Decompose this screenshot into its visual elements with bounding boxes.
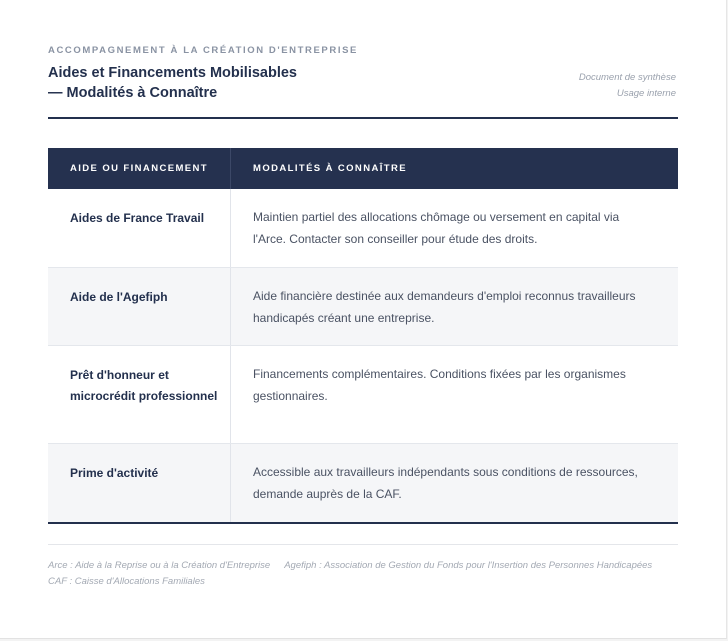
meta-doc-type: Document de synthèse xyxy=(578,72,676,83)
aid-name-cell: Prêt d'honneur et microcrédit professionnel xyxy=(48,346,231,443)
aid-name-cell: Aides de France Travail xyxy=(48,189,231,267)
footnote-line xyxy=(48,558,688,574)
footnotes xyxy=(48,558,688,590)
table-row xyxy=(48,189,678,268)
aids-table xyxy=(48,148,678,524)
table-row xyxy=(48,444,678,524)
aid-details-cell: Financements complémentaires. Conditions fixées par les organismes gestionnaires. xyxy=(253,367,626,403)
footnote-caf: CAF : Caisse d'Allocations Familiales xyxy=(48,576,205,587)
title-line-2: — Modalités à Connaître xyxy=(48,85,218,101)
aid-details-cell: Accessible aux travailleurs indépendants sous conditions de ressources, demande auprès de la CAF. xyxy=(253,465,638,501)
table-row xyxy=(48,346,678,444)
footnote-arce: Arce : Aide à la Reprise ou à la Création d'Entreprise xyxy=(48,560,271,571)
aid-name-cell: Aide de l'Agefiph xyxy=(48,268,231,345)
footnote-agefiph: Agefiph : Association de Gestion du Fonds pour l'Insertion des Personnes Handicapées xyxy=(284,560,653,571)
document-meta xyxy=(579,70,676,102)
meta-usage: Usage interne xyxy=(616,88,676,99)
table-row xyxy=(48,268,678,346)
header-divider xyxy=(48,117,678,119)
aid-name-cell: Prime d'activité xyxy=(48,444,231,522)
aid-details-cell: Maintien partiel des allocations chômage ou versement en capital via l'Arce. Contacter son conseiller pour étude des droits. xyxy=(253,210,620,246)
title-line-1: Aides et Financements Mobilisables xyxy=(48,65,297,81)
column-header-details: MODALITÉS À CONNAÎTRE xyxy=(253,163,407,174)
page-title xyxy=(48,63,448,103)
footnote-divider xyxy=(48,544,678,545)
table-header xyxy=(48,148,678,189)
aid-details-cell: Aide financière destinée aux demandeurs d'emploi reconnus travailleurs handicapés créant une entreprise. xyxy=(253,289,636,325)
column-header-aid: AIDE OU FINANCEMENT xyxy=(48,148,231,189)
eyebrow-label: ACCOMPAGNEMENT À LA CRÉATION D'ENTREPRISE xyxy=(48,45,358,56)
